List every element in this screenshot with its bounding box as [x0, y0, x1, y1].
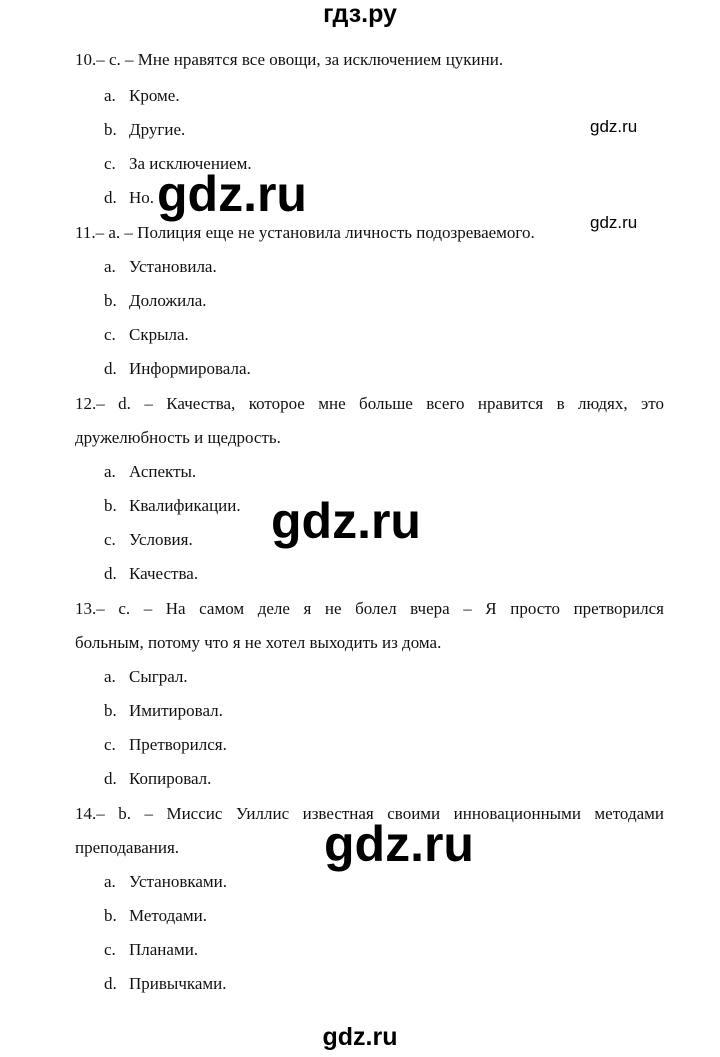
answer-option	[104, 700, 223, 722]
question-text-continued: больным, потому что я не хотел выходить из дома.	[75, 633, 442, 652]
answer-option	[104, 324, 189, 346]
answer-option	[104, 358, 251, 380]
option-letter: d.	[104, 564, 117, 583]
question-text: 11.– a. – Полиция еще не установила личность подозреваемого.	[75, 223, 535, 242]
watermark-small: gdz.ru	[590, 213, 638, 232]
option-text: Другие.	[129, 120, 186, 139]
question-text-continued: дружелюбность и щедрость.	[75, 428, 281, 447]
answer-option	[104, 666, 188, 688]
option-letter: c.	[104, 530, 116, 549]
option-text: Доложила.	[129, 291, 207, 310]
option-text: Информировала.	[129, 359, 251, 378]
option-text: Установила.	[129, 257, 217, 276]
option-letter: a.	[104, 86, 116, 105]
option-letter: d.	[104, 359, 117, 378]
option-text: За исключением.	[129, 154, 252, 173]
option-text: Качества.	[129, 564, 199, 583]
option-letter: b.	[104, 496, 117, 515]
watermark-large: gdz.ru	[271, 493, 421, 549]
question-text: 13.– c. – На самом деле я не болел вчера – Я просто претворился	[75, 599, 664, 618]
answer-option	[104, 973, 227, 995]
answer-option	[104, 290, 207, 312]
option-letter: c.	[104, 325, 116, 344]
option-letter: a.	[104, 462, 116, 481]
watermark-small: gdz.ru	[590, 117, 638, 136]
site-brand-footer: gdz.ru	[322, 1023, 398, 1051]
option-letter: a.	[104, 667, 116, 686]
watermark-large: gdz.ru	[157, 166, 307, 222]
option-letter: b.	[104, 906, 117, 925]
option-letter: b.	[104, 291, 117, 310]
option-text: Сыграл.	[129, 667, 188, 686]
answer-option	[104, 871, 227, 893]
option-text: Планами.	[129, 940, 199, 959]
option-letter: d.	[104, 974, 117, 993]
option-letter: b.	[104, 120, 117, 139]
question-text: 10.– c. – Мне нравятся все овощи, за исключением цукини.	[75, 50, 504, 69]
option-text: Условия.	[129, 530, 193, 549]
answer-option	[104, 495, 241, 517]
answer-option	[104, 734, 227, 756]
answer-option	[104, 768, 211, 790]
option-text: Кроме.	[129, 86, 180, 105]
option-letter: c.	[104, 154, 116, 173]
answer-option	[104, 461, 196, 483]
question-text-continued: преподавания.	[75, 838, 180, 857]
option-letter: a.	[104, 257, 116, 276]
answer-option	[104, 563, 198, 585]
site-brand-header: гдз.ру	[323, 0, 397, 28]
question-text: 14.– b. – Миссис Уиллис известная своими инновационными методами	[75, 804, 664, 823]
answer-option	[104, 256, 217, 278]
option-text: Аспекты.	[129, 462, 197, 481]
option-letter: c.	[104, 940, 116, 959]
answer-option	[104, 119, 185, 141]
answer-option	[104, 939, 198, 961]
option-text: Установками.	[129, 872, 227, 891]
answer-option	[104, 529, 193, 551]
option-letter: a.	[104, 872, 116, 891]
option-letter: b.	[104, 701, 117, 720]
option-text: Привычками.	[129, 974, 227, 993]
answer-option	[104, 905, 207, 927]
question-text: 12.– d. – Качества, которое мне больше всего нравится в людях, это	[75, 394, 664, 413]
option-text: Методами.	[129, 906, 207, 925]
option-text: Но.	[129, 188, 155, 207]
option-text: Квалификации.	[129, 496, 241, 515]
option-letter: c.	[104, 735, 116, 754]
option-text: Имитировал.	[129, 701, 223, 720]
watermark-large: gdz.ru	[324, 816, 474, 872]
option-text: Скрыла.	[129, 325, 189, 344]
answer-option	[104, 85, 180, 107]
option-text: Претворился.	[129, 735, 227, 754]
option-letter: d.	[104, 188, 117, 207]
option-text: Копировал.	[129, 769, 212, 788]
option-letter: d.	[104, 769, 117, 788]
answer-option	[104, 187, 154, 209]
